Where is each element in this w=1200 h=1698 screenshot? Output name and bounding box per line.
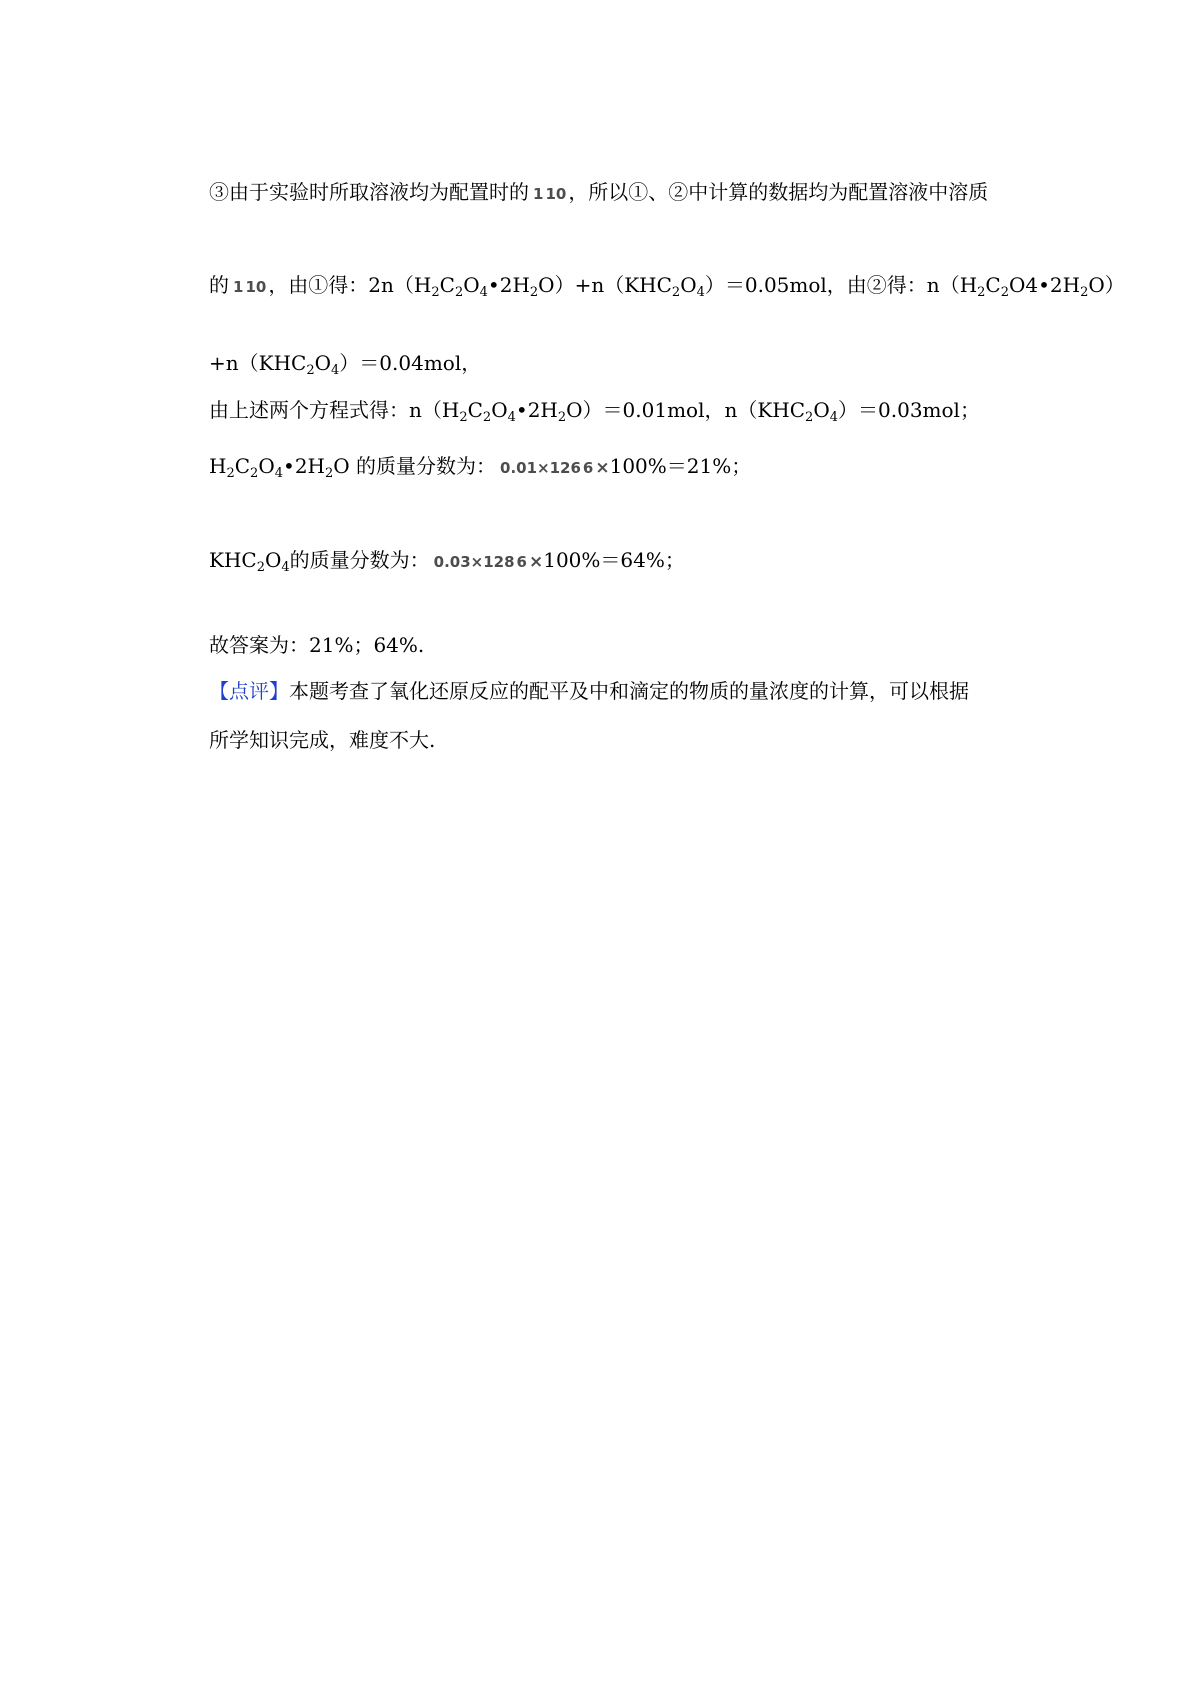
subscript: 2: [805, 410, 814, 425]
subscript: 4: [696, 285, 705, 300]
text-segment: O: [314, 351, 332, 375]
text-segment: ）＝0.04mol，: [339, 351, 482, 375]
text-segment: O: [463, 273, 480, 297]
subscript: 4: [274, 466, 284, 481]
fraction-one-tenth: [231, 276, 266, 298]
comment-label: 【点评】: [209, 679, 289, 703]
text-segment: 故答案为：21%；64%.: [209, 633, 425, 657]
subscript: 2: [250, 466, 259, 481]
text-segment: O4•2H: [1009, 273, 1081, 297]
text-segment: C: [467, 398, 483, 422]
paragraph-line-3: [209, 351, 482, 378]
fraction-numerator: 0.01×126: [500, 458, 581, 477]
text-segment: O 的质量分数为：: [333, 454, 497, 478]
paragraph-line-2: [209, 275, 1125, 298]
text-segment: O）＝0.01mol，n（KHC: [566, 398, 806, 422]
text-segment: O: [264, 548, 282, 572]
text-segment: O: [258, 454, 275, 478]
fraction-numerator: 1: [233, 277, 244, 296]
subscript: 2: [454, 285, 464, 300]
text-segment: ，所以①、②中计算的数据均为配置溶液中溶质: [568, 180, 989, 204]
subscript: 4: [479, 285, 488, 300]
comment-line: [209, 681, 969, 701]
text-segment: 本题考查了氧化还原反应的配平及中和滴定的物质的量浓度的计算，可以根据: [289, 679, 969, 703]
fraction-mass-khc2o4: [432, 551, 527, 573]
fraction-denominator: 10: [245, 277, 267, 296]
text-segment: ③由于实验时所取溶液均为配置时的: [209, 180, 529, 204]
text-segment: C: [439, 273, 455, 297]
fraction-numerator: 0.03×128: [433, 552, 515, 571]
text-segment: H: [209, 454, 227, 478]
paragraph-line-1: [209, 182, 988, 205]
text-segment: 所学知识完成，难度不大.: [209, 728, 436, 752]
fraction-denominator: 6: [516, 552, 527, 571]
subscript: 2: [459, 410, 468, 425]
text-segment: C: [234, 454, 251, 478]
text-segment: C: [985, 273, 1001, 297]
text-segment: ，由①得：2n（H: [268, 273, 432, 297]
subscript: 2: [324, 466, 334, 481]
fraction-denominator: 10: [545, 184, 567, 203]
subscript: 2: [306, 363, 315, 378]
fraction-denominator: 6: [582, 458, 594, 477]
text-segment: 的质量分数为：: [289, 548, 430, 572]
fraction-one-tenth: [531, 183, 566, 205]
text-segment: 100%＝64%；: [543, 548, 685, 572]
text-segment: •2H: [515, 398, 558, 422]
text-segment: •2H: [283, 454, 325, 478]
text-segment: O: [680, 273, 697, 297]
answer-line: [209, 635, 424, 655]
subscript: 4: [331, 363, 340, 378]
subscript: 2: [1080, 285, 1089, 300]
text-segment: ）＝0.05mol，由②得：n（H: [704, 273, 978, 297]
subscript: 2: [431, 285, 440, 300]
subscript: 4: [829, 410, 839, 425]
subscript: 2: [671, 285, 681, 300]
paragraph-line-4: [209, 398, 980, 425]
text-segment: 的: [209, 273, 229, 297]
text-segment: +n（KHC: [209, 351, 307, 375]
subscript: 2: [977, 285, 986, 300]
text-segment: •2H: [487, 273, 530, 297]
subscript: 2: [482, 410, 492, 425]
text-segment: KHC: [209, 548, 257, 572]
text-segment: O: [813, 398, 830, 422]
subscript: 4: [507, 410, 516, 425]
paragraph-line-6: [209, 550, 685, 573]
text-segment: 100%＝21%；: [609, 454, 752, 478]
multiply-sign: ×: [528, 552, 544, 572]
subscript: 2: [1000, 285, 1010, 300]
fraction-mass-h2c2o4: [498, 457, 593, 479]
subscript: 4: [281, 560, 290, 575]
text-segment: 由上述两个方程式得：n（H: [209, 398, 460, 422]
subscript: 2: [226, 466, 235, 481]
comment-line-2: [209, 730, 435, 750]
multiply-sign: ×: [595, 458, 610, 478]
text-segment: O: [491, 398, 508, 422]
subscript: 2: [557, 410, 567, 425]
text-segment: ）＝0.03mol；: [838, 398, 980, 422]
fraction-numerator: 1: [533, 184, 544, 203]
text-segment: O）: [1088, 273, 1125, 297]
subscript: 2: [256, 560, 265, 575]
subscript: 2: [529, 285, 539, 300]
text-segment: O）+n（KHC: [538, 273, 672, 297]
paragraph-line-5: [209, 456, 751, 479]
